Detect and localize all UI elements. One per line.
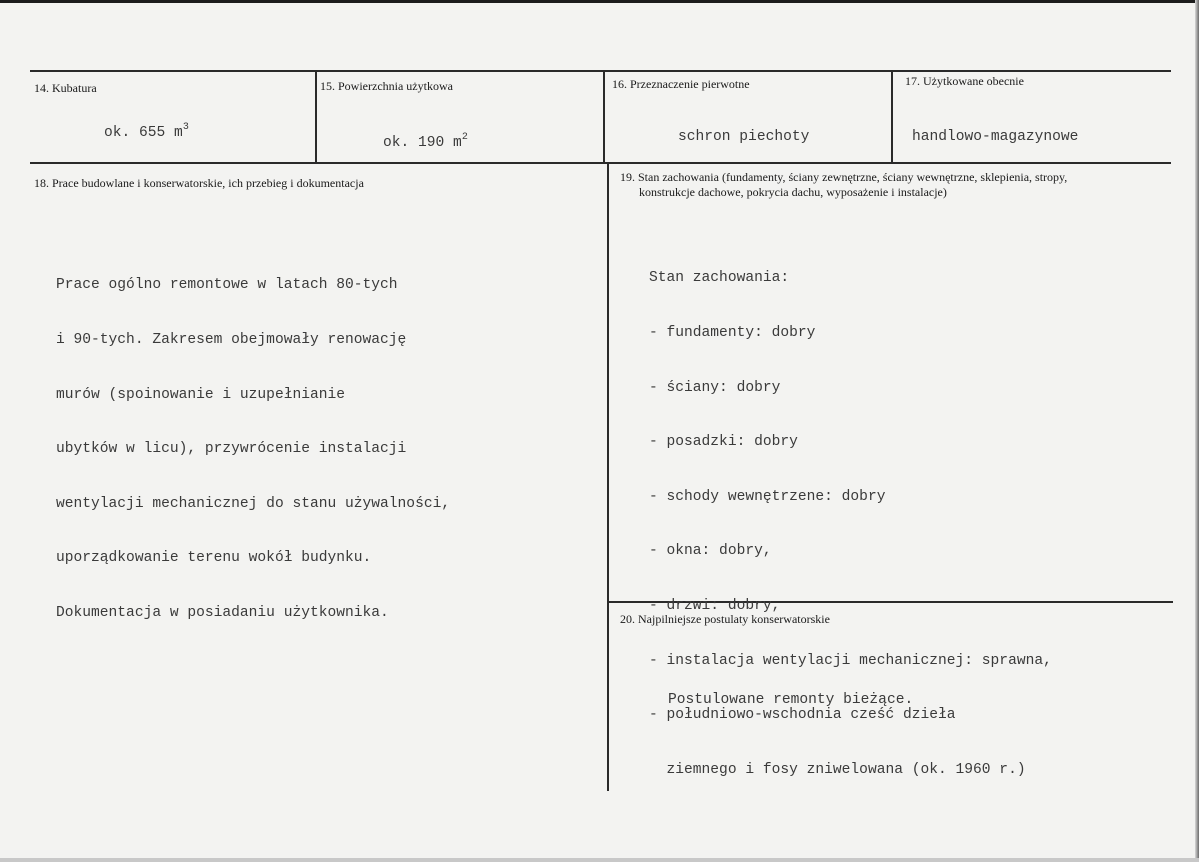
uzytkowane-obecnie-value: handlowo-magazynowe: [912, 129, 1079, 145]
stan-zachowania-line: - południowo-wschodnia cześć dzieła: [649, 707, 956, 724]
stan-zachowania-line: Stan zachowania:: [649, 270, 790, 287]
scan-right-edge: [1195, 0, 1199, 862]
divider-16-17: [891, 72, 893, 164]
stan-zachowania-line: - okna: dobry,: [649, 543, 772, 560]
postulaty-label: 20. Najpilniejsze postulaty konserwatorskie: [620, 612, 830, 626]
przeznaczenie-pierwotne-value: schron piechoty: [678, 129, 810, 145]
powierzchnia-label: 15. Powierzchnia użytkowa: [320, 79, 453, 93]
stan-zachowania-line: - posadzki: dobry: [649, 434, 798, 451]
stan-zachowania-text: [649, 233, 1052, 797]
prace-budowlane-line: uporządkowanie terenu wokół budynku.: [56, 550, 372, 567]
row-divider-rule: [30, 162, 1171, 164]
prace-budowlane-label: 18. Prace budowlane i konserwatorskie, ich przebieg i dokumentacja: [34, 176, 364, 190]
stan-zachowania-line: - instalacja wentylacji mechanicznej: sprawna,: [649, 652, 1052, 669]
kubatura-unit-exponent: 3: [182, 122, 189, 133]
stan-zachowania-label-line1: 19. Stan zachowania (fundamenty, ściany zewnętrzne, ściany wewnętrzne, sklepienia, stropy,: [620, 170, 1068, 184]
przeznaczenie-pierwotne-label: 16. Przeznaczenie pierwotne: [612, 77, 750, 91]
uzytkowane-obecnie-label: 17. Użytkowane obecnie: [905, 74, 1024, 88]
stan-zachowania-line: - ściany: dobry: [649, 379, 781, 396]
top-rule: [30, 70, 1171, 72]
powierzchnia-value: [383, 134, 468, 152]
prace-budowlane-line: i 90-tych. Zakresem obejmowały renowację: [56, 332, 407, 349]
stan-zachowania-line: ziemnego i fosy zniwelowana (ok. 1960 r.): [649, 761, 1026, 778]
scan-top-edge: [0, 0, 1199, 3]
kubatura-label: 14. Kubatura: [34, 81, 97, 95]
kubatura-value-text: ok. 655 m: [104, 125, 183, 141]
prace-budowlane-line: wentylacji mechanicznej do stanu używalności,: [56, 495, 451, 512]
prace-budowlane-text: [56, 240, 450, 640]
prace-budowlane-line: Dokumentacja w posiadaniu użytkownika.: [56, 605, 389, 622]
stan-zachowania-line: - schody wewnętrzene: dobry: [649, 488, 886, 505]
powierzchnia-unit-exponent: 2: [461, 132, 468, 143]
kubatura-value: [104, 124, 189, 142]
divider-15-16: [603, 72, 605, 164]
postulaty-value: Postulowane remonty bieżące.: [668, 692, 914, 708]
scan-bottom-edge: [0, 858, 1199, 862]
stan-zachowania-label-line2: konstrukcje dachowe, pokrycia dachu, wyposażenie i instalacje): [639, 185, 947, 199]
prace-budowlane-line: Prace ogólno remontowe w latach 80-tych: [56, 277, 398, 294]
stan-zachowania-line: - fundamenty: dobry: [649, 325, 816, 342]
prace-budowlane-line: ubytków w licu), przywrócenie instalacji: [56, 441, 407, 458]
divider-14-15: [315, 72, 317, 164]
prace-budowlane-line: murów (spoinowanie i uzupełnianie: [56, 386, 346, 403]
divider-18-19: [607, 164, 609, 791]
stan-zachowania-line: - drzwi: dobry,: [649, 598, 781, 615]
powierzchnia-value-text: ok. 190 m: [383, 135, 462, 151]
